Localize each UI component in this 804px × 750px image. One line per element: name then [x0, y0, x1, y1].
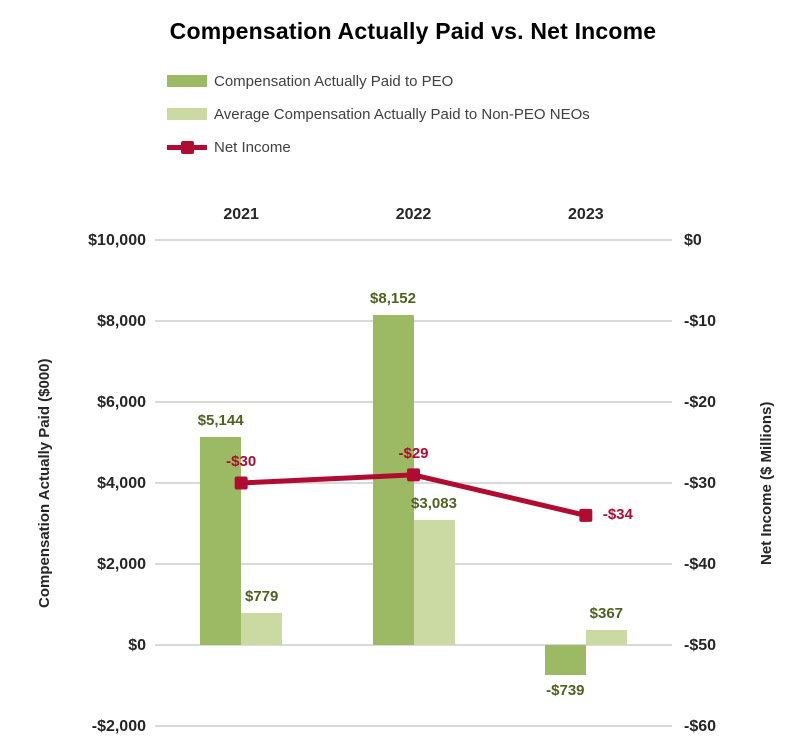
chart-legend	[167, 70, 590, 169]
gridline	[155, 725, 672, 727]
right-axis-tick-label: $0	[684, 232, 702, 249]
legend-label-peo: Compensation Actually Paid to PEO	[214, 72, 454, 90]
legend-item-non-peo	[167, 103, 590, 125]
net-income-data-label: -$29	[398, 444, 429, 462]
net-income-line-marker-icon	[167, 140, 207, 154]
left-axis-tick-label: $10,000	[88, 232, 146, 249]
left-axis-tick-label: $4,000	[97, 475, 146, 492]
left-axis-tick-label: $0	[128, 637, 146, 654]
legend-item-peo	[167, 70, 590, 92]
category-label: 2023	[568, 206, 604, 223]
right-axis-tick-label: -$40	[684, 556, 717, 573]
right-axis-tick-label: -$50	[684, 637, 717, 654]
gridline	[155, 401, 672, 403]
chart-title: Compensation Actually Paid vs. Net Income	[169, 18, 657, 44]
non-peo-bar	[414, 520, 455, 645]
right-axis-tick-label: -$20	[684, 394, 717, 411]
peo-swatch-icon	[167, 75, 207, 87]
category-label: 2022	[395, 206, 432, 223]
left-axis-tick-label: -$2,000	[91, 718, 146, 735]
legend-label-net-income: Net Income	[214, 138, 291, 156]
net-income-data-label: -$30	[226, 453, 257, 470]
bar-data-label: $367	[589, 605, 624, 623]
right-axis-tick-label: -$60	[684, 718, 717, 735]
net-income-data-label: -$34	[602, 506, 633, 524]
legend-item-net-income	[167, 136, 590, 158]
net-income-marker	[579, 509, 592, 522]
gridline	[155, 320, 672, 322]
left-axis-tick-label: $2,000	[97, 556, 146, 573]
right-axis-tick-label: -$10	[684, 313, 717, 330]
bar-data-label: $8,152	[370, 289, 416, 307]
peo-bar	[545, 645, 586, 675]
bar-data-label: $3,083	[411, 495, 457, 513]
legend-label-non-peo: Average Compensation Actually Paid to Non-PEO NEOs	[214, 105, 590, 123]
gridline	[155, 239, 672, 241]
non-peo-swatch-icon	[167, 108, 207, 120]
peo-bar	[373, 315, 414, 645]
non-peo-bar	[241, 613, 282, 645]
bar-data-label: -$739	[546, 681, 585, 699]
right-axis-tick-label: -$30	[684, 475, 717, 492]
non-peo-bar	[586, 630, 627, 645]
left-axis-tick-label: $6,000	[97, 394, 146, 411]
bar-data-label: $5,144	[197, 411, 244, 429]
right-axis-title: Net Income ($ Millions)	[758, 401, 775, 565]
left-axis-tick-label: $8,000	[97, 313, 146, 330]
left-axis-title: Compensation Actually Paid ($000)	[36, 358, 53, 608]
bar-data-label: $779	[244, 588, 279, 606]
category-label: 2021	[223, 206, 259, 223]
